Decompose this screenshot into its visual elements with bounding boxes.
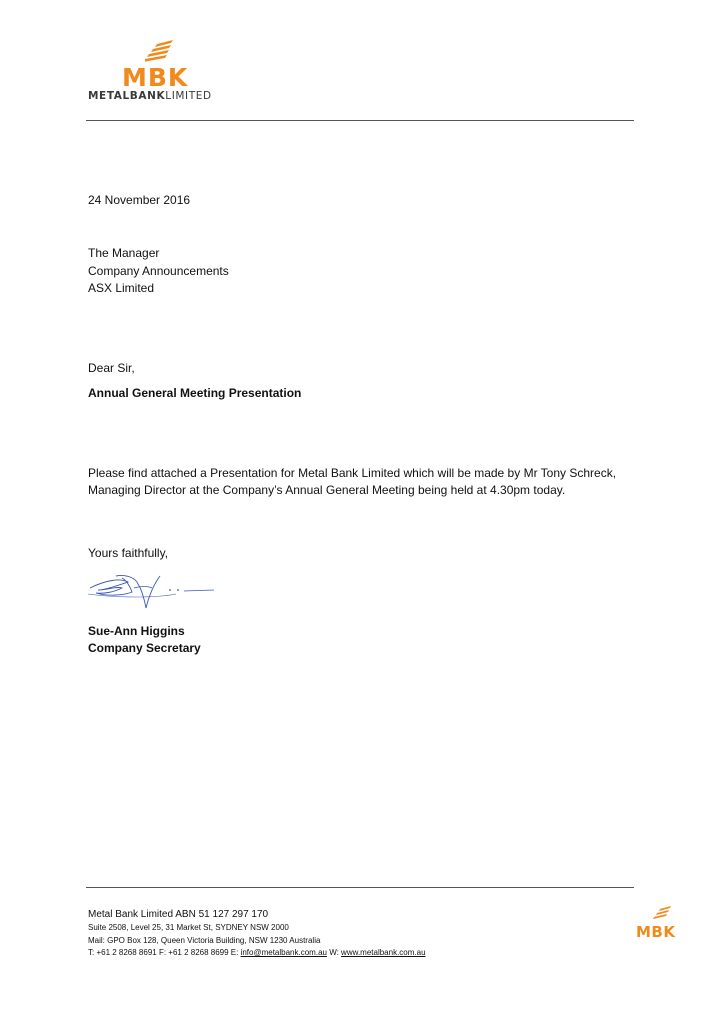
signatory-title: Company Secretary (88, 641, 201, 655)
letter-date: 24 November 2016 (88, 193, 191, 207)
body-paragraph-line: Please find attached a Presentation for Metal Bank Limited which will be made by Mr Tony Schreck, (88, 466, 617, 480)
logo-name-bold: METALBANK (88, 90, 166, 102)
recipient-line: ASX Limited (88, 281, 155, 295)
logo-name-light: LIMITED (165, 90, 212, 102)
footer-logo (636, 906, 688, 946)
footer-contact-line (88, 947, 426, 960)
logo-wordmark: MBK (122, 63, 189, 92)
footer-company-abn: Metal Bank Limited ABN 51 127 297 170 (88, 909, 269, 920)
header-rule (86, 120, 634, 121)
footer-logo-stripes-icon (652, 906, 672, 921)
footer-email-link[interactable]: info@metalbank.com.au (240, 948, 327, 957)
recipient-line: Company Announcements (88, 264, 229, 278)
logo-company-name (88, 91, 212, 102)
closing: Yours faithfully, (88, 546, 169, 560)
footer-web-prefix: W: (326, 948, 342, 957)
footer-mail-address: Mail: GPO Box 128, Queen Victoria Building, NSW 1230 Australia (88, 935, 321, 945)
footer-logo-wordmark: MBK (636, 923, 676, 941)
signature-image (86, 568, 226, 612)
signatory-name: Sue-Ann Higgins (88, 624, 185, 638)
salutation: Dear Sir, (88, 361, 135, 375)
subject-heading: Annual General Meeting Presentation (88, 386, 302, 400)
footer-rule (86, 887, 634, 888)
body-paragraph-line: Managing Director at the Company’s Annual General Meeting being held at 4.30pm today. (88, 483, 566, 497)
recipient-line: The Manager (88, 246, 160, 260)
logo-stripes-icon (145, 40, 175, 62)
footer-address: Suite 2508, Level 25, 31 Market St, SYDNEY NSW 2000 (88, 923, 289, 932)
footer-phone-fax: T: +61 2 8268 8691 F: +61 2 8268 8699 E: (88, 948, 241, 957)
footer-website-link[interactable]: www.metalbank.com.au (341, 948, 426, 957)
footer-contact (88, 908, 426, 960)
